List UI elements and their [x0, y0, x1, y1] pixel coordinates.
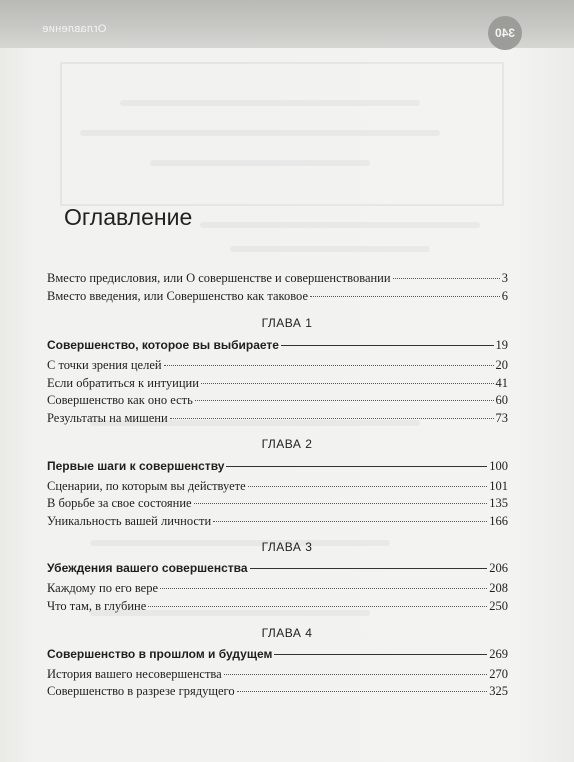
leader-dots — [201, 383, 494, 384]
toc-entry[interactable] — [47, 477, 508, 495]
leader-line — [274, 654, 487, 655]
leader-line — [226, 466, 487, 467]
toc-entry-page: 60 — [495, 393, 508, 407]
leader-dots — [248, 486, 488, 487]
leader-dots — [194, 503, 488, 504]
toc-entry-label: Если обратиться к интуиции — [47, 376, 199, 390]
leader-dots — [224, 674, 488, 675]
leader-dots — [213, 521, 487, 522]
toc-entry[interactable] — [47, 409, 508, 427]
toc-title: Оглавление — [64, 204, 193, 230]
toc-entry-page: 6 — [501, 289, 508, 303]
toc-part-label: Первые шаги к совершенству — [47, 459, 225, 473]
toc-entry[interactable] — [47, 597, 508, 615]
toc-entry-page: 206 — [489, 561, 508, 575]
toc-entry-label: Совершенство как оно есть — [47, 393, 193, 407]
leader-dots — [148, 606, 487, 607]
chapter-heading: ГЛАВА 1 — [261, 316, 313, 330]
toc-entry[interactable] — [47, 665, 508, 683]
leader-dots — [195, 400, 494, 401]
toc-entry-label: Что там, в глубине — [47, 599, 147, 613]
toc-entry-page: 3 — [501, 271, 508, 285]
leader-dots — [160, 588, 487, 589]
toc-entry-label: История вашего несовершенства — [47, 667, 222, 681]
running-title: Оглавление — [42, 23, 107, 35]
toc-entry-page: 250 — [489, 599, 508, 613]
toc-entry-page: 166 — [489, 514, 508, 528]
toc-part-entry[interactable] — [47, 559, 508, 577]
toc-part-label: Совершенство, которое вы выбираете — [47, 338, 279, 352]
toc-entry-page: 20 — [495, 358, 508, 372]
toc-entry[interactable] — [47, 374, 508, 392]
toc-entry-label: Вместо введения, или Совершенство как таковое — [47, 289, 308, 303]
chapter-heading: ГЛАВА 2 — [261, 437, 313, 451]
leader-dots — [170, 418, 494, 419]
toc-entry-label: Уникальность вашей личности — [47, 514, 212, 528]
leader-dots — [310, 296, 500, 297]
toc-entry[interactable] — [47, 579, 508, 597]
toc-part-entry[interactable] — [47, 336, 508, 354]
leader-dots — [237, 691, 488, 692]
toc-entry[interactable] — [47, 356, 508, 374]
toc-entry[interactable] — [47, 269, 508, 287]
toc-part-label: Совершенство в прошлом и будущем — [47, 647, 273, 661]
page-number-badge — [488, 16, 522, 50]
toc-entry-page: 41 — [495, 376, 508, 390]
toc-entry-page: 19 — [495, 338, 508, 352]
toc-part-entry[interactable] — [47, 457, 508, 475]
header-band — [0, 0, 574, 48]
toc-entry[interactable] — [47, 391, 508, 409]
toc-entry-page: 269 — [489, 647, 508, 661]
toc-entry[interactable] — [47, 682, 508, 700]
toc-entry-page: 73 — [495, 411, 508, 425]
toc-entry-page: 135 — [489, 496, 508, 510]
leader-line — [250, 568, 488, 569]
leader-dots — [164, 365, 494, 366]
toc-entry[interactable] — [47, 512, 508, 530]
toc-entry-label: С точки зрения целей — [47, 358, 162, 372]
toc-part-label: Убеждения вашего совершенства — [47, 561, 248, 575]
chapter-heading: ГЛАВА 3 — [261, 540, 313, 554]
toc-entry-label: Совершенство в разрезе грядущего — [47, 684, 235, 698]
toc-entry-page: 208 — [489, 581, 508, 595]
toc-part-entry[interactable] — [47, 645, 508, 663]
chapter-heading: ГЛАВА 4 — [261, 626, 313, 640]
toc-entry-page: 100 — [489, 459, 508, 473]
toc-entry-label: Вместо предисловия, или О совершенстве и совершенствовании — [47, 271, 391, 285]
toc-entry-label: Сценарии, по которым вы действуете — [47, 479, 246, 493]
toc-entry-page: 270 — [489, 667, 508, 681]
leader-dots — [393, 278, 500, 279]
toc-entry[interactable] — [47, 287, 508, 305]
toc-entry-page: 101 — [489, 479, 508, 493]
toc-entry[interactable] — [47, 494, 508, 512]
toc-entry-page: 325 — [489, 684, 508, 698]
page-number: 340 — [494, 26, 516, 40]
toc-entry-label: Каждому по его вере — [47, 581, 158, 595]
toc-entry-label: Результаты на мишени — [47, 411, 168, 425]
toc-entry-label: В борьбе за свое состояние — [47, 496, 192, 510]
leader-line — [281, 345, 494, 346]
